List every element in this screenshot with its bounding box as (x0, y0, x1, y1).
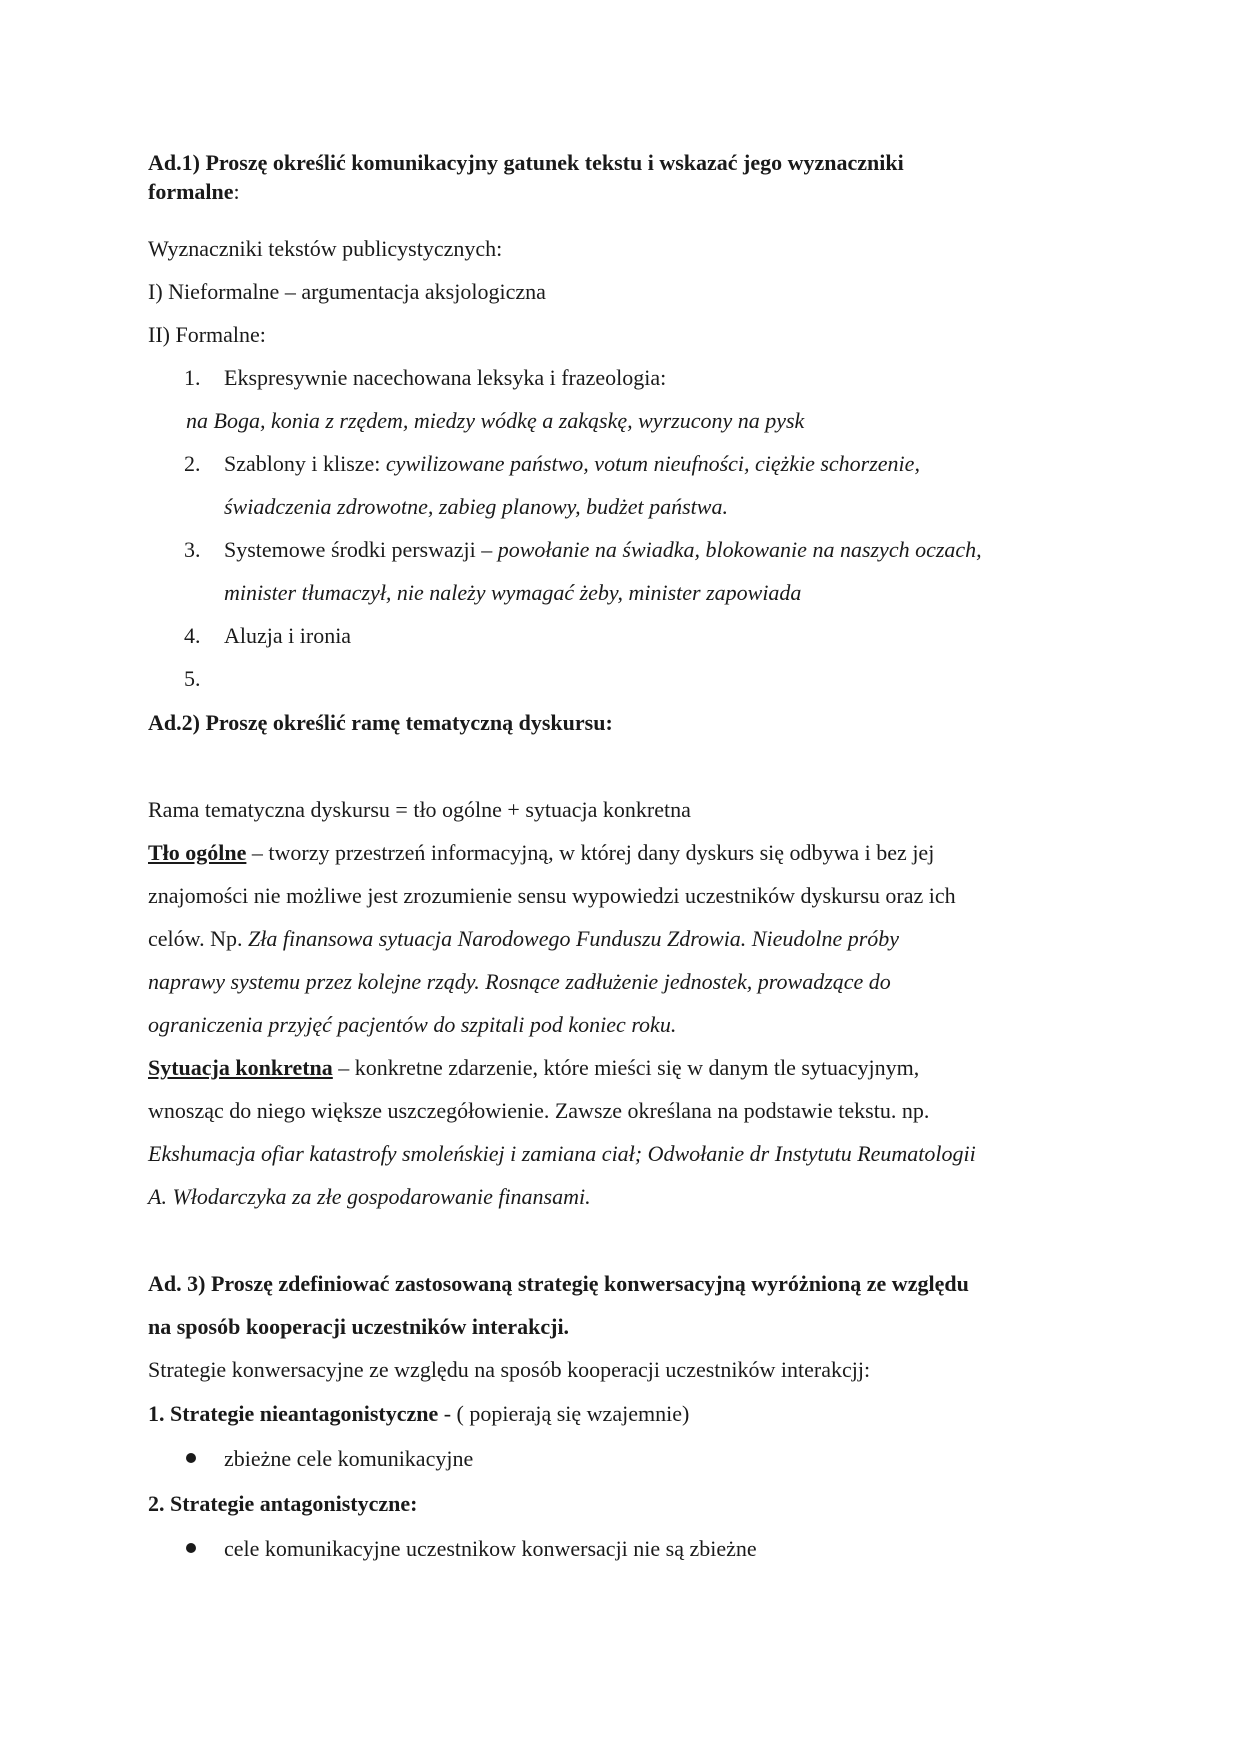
bullet-icon (186, 1453, 196, 1463)
ad2-syt-line1 (148, 1053, 1098, 1083)
list-item-2-line1 (224, 449, 1174, 479)
list-item-1-example: na Boga, konia z rzędem, miedzy wódkę a zakąskę, wyrzucony na pysk (186, 408, 805, 433)
list-number-5: 5. (184, 666, 201, 691)
ad2-syt-example-a: Ekshumacja ofiar katastrofy smoleńskiej i zamiana ciał; Odwołanie dr Instytutu Reumatologii (148, 1141, 976, 1166)
list-item-2-example-b: świadczenia zdrowotne, zabieg planowy, budżet państwa. (224, 494, 728, 519)
list-item-3-example-b: minister tłumaczył, nie należy wymagać żeby, minister zapowiada (224, 580, 802, 605)
ad2-syt-example-b: A. Włodarczyka za złe gospodarowanie finansami. (148, 1184, 591, 1209)
ad3-strategy-1-title: 1. Strategie nieantagonistyczne (148, 1401, 439, 1426)
ad1-intro: Wyznaczniki tekstów publicystycznych: (148, 236, 503, 261)
ad2-tlo-np: celów. Np. (148, 926, 248, 951)
ad1-heading-formalne: formalne (148, 179, 234, 204)
ad3-strategy-2-title: 2. Strategie antagonistyczne: (148, 1491, 418, 1516)
ad2-tlo-example-c: ograniczenia przyjęć pacjentów do szpitali pod koniec roku. (148, 1012, 677, 1037)
ad2-tlo-line2: znajomości nie możliwe jest zrozumienie sensu wypowiedzi uczestników dyskursu oraz ich (148, 883, 956, 908)
list-number-2: 2. (184, 451, 201, 476)
list-item-1-text: Ekspresywnie nacechowana leksyka i frazeologia: (224, 365, 667, 390)
list-number-4: 4. (184, 623, 201, 648)
ad2-tlo-line1 (148, 838, 1098, 868)
list-item-2-example-a: cywilizowane państwo, votum nieufności, ciężkie schorzenie, (385, 451, 920, 476)
ad1-heading-line1: Ad.1) Proszę określić komunikacyjny gatunek tekstu i wskazać jego wyznaczniki (148, 150, 904, 175)
ad2-heading: Ad.2) Proszę określić ramę tematyczną dyskursu: (148, 710, 613, 735)
ad2-tlo-line3 (148, 924, 1098, 954)
ad3-strategy-1 (148, 1399, 1098, 1429)
ad3-strategy-2-bullet-text: cele komunikacyjne uczestnikow konwersacji nie są zbieżne (224, 1536, 757, 1561)
ad2-syt-def-a: – konkretne zdarzenie, które mieści się w danym tle sytuacyjnym, (332, 1055, 920, 1080)
list-item-3-text: Systemowe środki perswazji – (224, 537, 498, 562)
list-item-2-text: Szablony i klisze: (224, 451, 386, 476)
ad1-heading-colon: : (233, 179, 240, 204)
list-item-4-text: Aluzja i ironia (224, 623, 352, 648)
list-item-3-example-a: powołanie na świadka, blokowanie na naszych oczach, (497, 537, 982, 562)
ad1-heading-line2 (148, 177, 1098, 207)
ad2-syt-line2: wnosząc do niego większe uszczegółowienie. Zawsze określana na podstawie tekstu. np. (148, 1098, 930, 1123)
ad1-point-nieformalne: I) Nieformalne – argumentacja aksjologiczna (148, 279, 546, 304)
ad3-heading-line2: na sposób kooperacji uczestników interakcji. (148, 1314, 570, 1339)
ad3-strategy-1-note: - ( popierają się wzajemnie) (438, 1401, 690, 1426)
ad2-tlo-example-b: naprawy systemu przez kolejne rządy. Rosnące zadłużenie jednostek, prowadzące do (148, 969, 891, 994)
ad3-intro: Strategie konwersacyjne ze względu na sposób kooperacji uczestników interakcjj: (148, 1357, 871, 1382)
ad3-strategy-1-bullet-text: zbieżne cele komunikacyjne (224, 1446, 474, 1471)
ad2-tlo-def-a: – tworzy przestrzeń informacyjną, w której dany dyskurs się odbywa i bez jej (246, 840, 935, 865)
list-number-1: 1. (184, 365, 201, 390)
ad3-heading-line1: Ad. 3) Proszę zdefiniować zastosowaną strategię konwersacyjną wyróżnioną ze względu (148, 1271, 969, 1296)
ad2-tlo-term: Tło ogólne (148, 840, 247, 865)
ad2-formula: Rama tematyczna dyskursu = tło ogólne + sytuacja konkretna (148, 797, 691, 822)
ad1-point-formalne: II) Formalne: (148, 322, 266, 347)
list-number-3: 3. (184, 537, 201, 562)
bullet-icon (186, 1543, 196, 1553)
list-item-3-line1 (224, 535, 1174, 565)
ad2-tlo-example-a: Zła finansowa sytuacja Narodowego Funduszu Zdrowia. Nieudolne próby (248, 926, 900, 951)
ad2-syt-term: Sytuacja konkretna (148, 1055, 333, 1080)
